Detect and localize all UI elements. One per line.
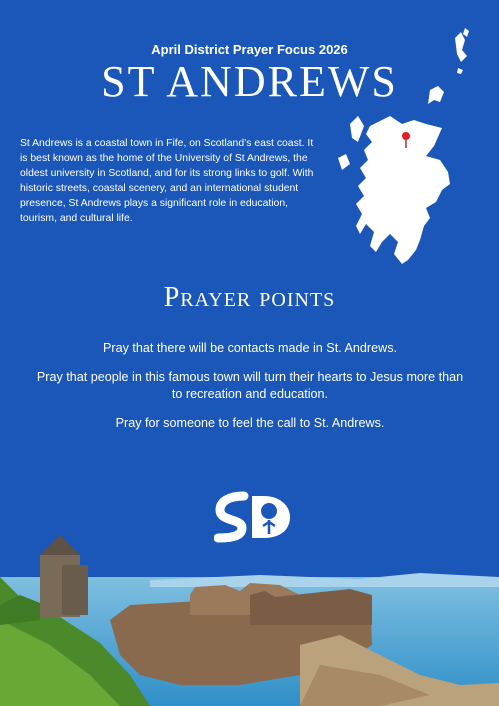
prayer-point: Pray for someone to feel the call to St. Andrews. — [115, 416, 385, 430]
intro-paragraph: St Andrews is a coastal town in Fife, on Scotland’s east coast. It is best known as the home of the University of St Andrews, the oldest university in Scotland, and for its strong links to golf. With historic streets, coastal scenery, and an international student presence, St Andrews plays a significant role in education, tourism, and cultural life. — [20, 138, 314, 224]
prayer-point: Pray that there will be contacts made in St. Andrews. — [103, 341, 397, 355]
coastal-ruins-photo — [0, 525, 499, 706]
location-pin-icon — [402, 132, 410, 140]
prayer-points-list — [30, 340, 470, 444]
page-title: ST ANDREWS — [101, 57, 398, 106]
prayer-point: Pray that people in this famous town will turn their hearts to Jesus more than to recreation and education. — [36, 370, 464, 401]
prayer-points-heading: Prayer points — [163, 282, 336, 313]
page-subtitle: April District Prayer Focus 2026 — [151, 42, 348, 57]
scotland-map-icon — [330, 28, 490, 273]
